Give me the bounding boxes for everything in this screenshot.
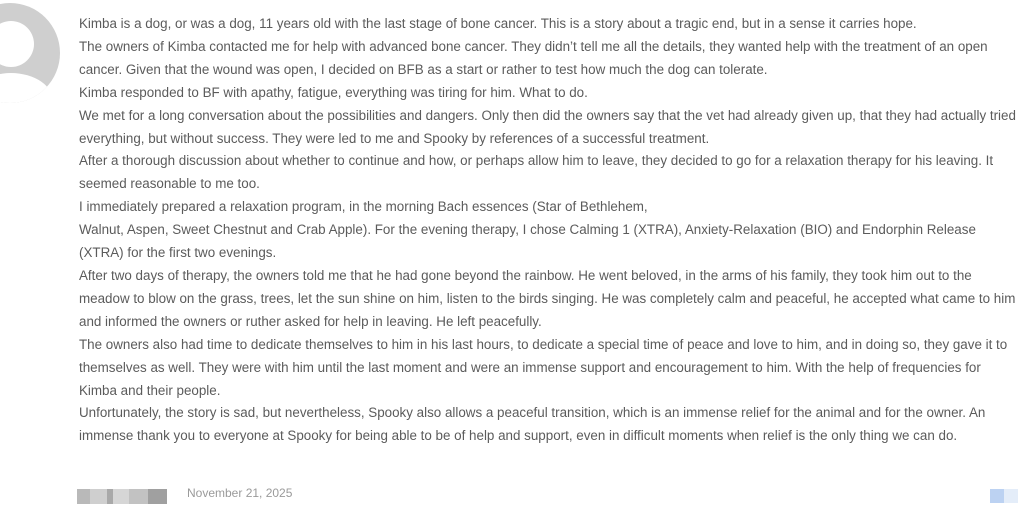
avatar-shoulders-shape bbox=[0, 73, 54, 103]
review-paragraph: The owners of Kimba contacted me for help with advanced bone cancer. They didn’t tell me all the details, they wanted help with the treatment of an open cancer. Given that the wound was open, I decided on BFB as a start or rather to test how much the dog can tolerate. bbox=[79, 38, 988, 77]
author-name-blurred bbox=[77, 489, 167, 504]
avatar-head-shape bbox=[0, 21, 34, 67]
review-paragraph: Unfortunately, the story is sad, but nevertheless, Spooky also allows a peaceful transition, which is an immense relief for the animal and for the owner. An immense thank you to everyone at Spooky for being able to be of help and support, even in difficult moments when relief is the only thing we can do. bbox=[79, 405, 986, 444]
review-body bbox=[79, 13, 1017, 448]
flag-icon-part bbox=[990, 489, 1004, 503]
review-paragraph: The owners also had time to dedicate themselves to him in his last hours, to dedicate a special time of peace and love to him, and in doing so, they gave it to themselves as well. They were with him until the last moment and were an immense support and encouragement to him. With the help of frequencies for Kimba and their people. bbox=[79, 336, 1008, 398]
avatar bbox=[0, 3, 60, 103]
review-paragraph: After a thorough discussion about whether to continue and how, or perhaps allow him to leave, they decided to go for a relaxation therapy for his leaving. It seemed reasonable to me too. bbox=[79, 153, 994, 192]
review-paragraph: We met for a long conversation about the possibilities and dangers. Only then did the owners say that the vet had already given up, that they had actually tried everything, but without success. They were led to me and Spooky by references of a successful treatment. bbox=[79, 107, 1016, 146]
flag-icon[interactable] bbox=[990, 489, 1018, 503]
review-paragraph: I immediately prepared a relaxation program, in the morning Bach essences (Star of Bethlehem, bbox=[79, 199, 648, 215]
review-date: November 21, 2025 bbox=[187, 486, 293, 500]
review-paragraph: Walnut, Aspen, Sweet Chestnut and Crab Apple). For the evening therapy, I chose Calming 1 (XTRA), Anxiety-Relaxation (BIO) and Endorphin Release (XTRA) for the first two evenings. bbox=[79, 222, 976, 261]
review-footer bbox=[0, 484, 1024, 508]
review-paragraph: Kimba is a dog, or was a dog, 11 years old with the last stage of bone cancer. This is a story about a tragic end, but in a sense it carries hope. bbox=[79, 16, 917, 31]
review-paragraph: Kimba responded to BF with apathy, fatigue, everything was tiring for him. What to do. bbox=[79, 84, 588, 100]
flag-icon-part bbox=[1004, 489, 1018, 503]
review-paragraph: After two days of therapy, the owners told me that he had gone beyond the rainbow. He went beloved, in the arms of his family, they took him out to the meadow to blow on the grass, trees, let the sun shine on him, listen to the birds singing. He was completely calm and peaceful, he accepted what came to him and informed the owners or ruther asked for help in leaving. He left peacefully. bbox=[79, 267, 1016, 329]
